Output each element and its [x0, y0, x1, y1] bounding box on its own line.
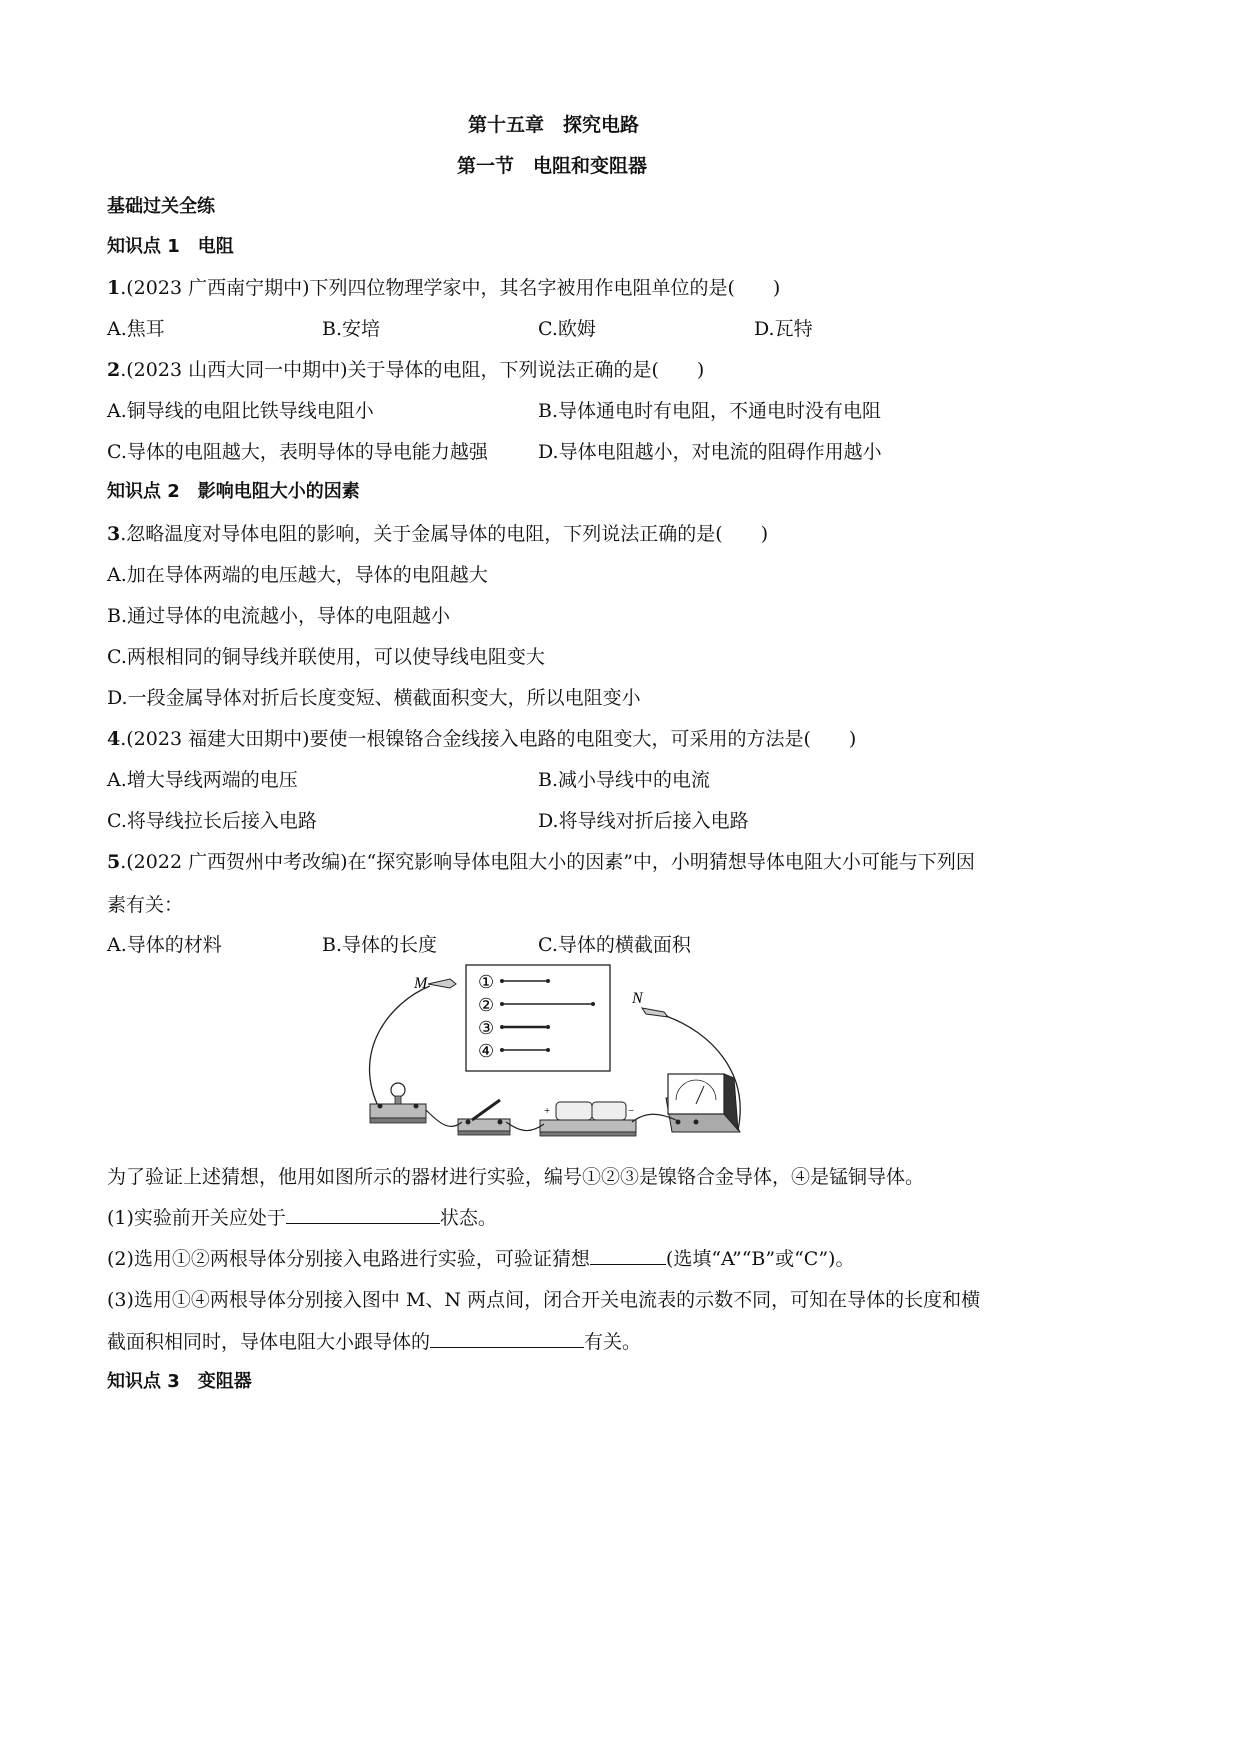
question-3-option-a: A.加在导体两端的电压越大，导体的电阻越大: [107, 564, 488, 586]
question-text: .(2023 福建大田期中)要使一根镍铬合金线接入电路的电阻变大，可采用的方法是( ): [120, 728, 857, 750]
question-3-option-c: C.两根相同的铜导线并联使用，可以使导线电阻变大: [107, 646, 545, 668]
question-number: 3: [107, 523, 121, 545]
question-5-stem: [107, 847, 975, 874]
question-1-option-c: C.欧姆: [538, 318, 596, 340]
sub-question-text: (2)选用①②两根导体分别接入电路进行实验，可验证猜想: [107, 1248, 590, 1270]
question-4-option-b: B.减小导线中的电流: [538, 769, 711, 791]
svg-text:−: −: [628, 1105, 635, 1117]
question-1-stem: [107, 273, 780, 300]
question-number: 5: [107, 851, 121, 873]
question-5-sub-1: [107, 1203, 497, 1230]
switch: [458, 1100, 510, 1135]
question-5-option-c: C.导体的横截面积: [538, 934, 691, 956]
question-4-option-c: C.将导线拉长后接入电路: [107, 810, 317, 832]
question-text: .忽略温度对导体电阻的影响，关于金属导体的电阻，下列说法正确的是( ): [120, 523, 769, 545]
question-4-option-d: D.将导线对折后接入电路: [538, 810, 749, 832]
question-2-option-d: D.导体电阻越小，对电流的阻碍作用越小: [538, 441, 882, 463]
question-number: 4: [107, 728, 121, 750]
chapter-title: 第十五章 探究电路: [468, 114, 640, 136]
knowledge-point-2: 知识点 2 影响电阻大小的因素: [107, 481, 360, 502]
sub-question-text: (选填“A”“B”或“C”)。: [665, 1248, 855, 1270]
question-5-option-b: B.导体的长度: [322, 934, 438, 956]
bulb: [370, 1083, 426, 1123]
sub-question-text: 有关。: [584, 1331, 642, 1353]
conductor-label-4: ④: [478, 1041, 495, 1061]
question-text: .(2023 山西大同一中期中)关于导体的电阻，下列说法正确的是( ): [120, 359, 705, 381]
section-title: 第一节 电阻和变阻器: [457, 155, 648, 177]
sub-question-text: 截面积相同时，导体电阻大小跟导体的: [107, 1331, 431, 1353]
knowledge-point-3: 知识点 3 变阻器: [107, 1371, 252, 1392]
label-m: M: [414, 975, 428, 992]
battery: [540, 1102, 636, 1136]
question-3-stem: [107, 519, 768, 546]
clip-n: [642, 1008, 668, 1017]
answer-blank-3[interactable]: [430, 1329, 584, 1348]
sub-question-text: 状态。: [439, 1207, 497, 1229]
conductor-label-1: ①: [478, 972, 495, 992]
exercise-set-heading: 基础过关全练: [107, 196, 215, 217]
question-5-stem-continued: 素有关：: [107, 894, 184, 916]
question-number: 1: [107, 277, 121, 299]
question-5-option-a: A.导体的材料: [107, 934, 222, 956]
question-1-option-a: A.焦耳: [107, 318, 165, 340]
question-text: .(2022 广西贺州中考改编)在“探究影响导体电阻大小的因素”中，小明猜想导体电阻大小可能与下列因: [120, 851, 975, 873]
question-5-sub-2: [107, 1244, 854, 1271]
question-5-description: 为了验证上述猜想，他用如图所示的器材进行实验，编号①②③是镍铬合金导体，④是锰铜导体。: [107, 1166, 925, 1188]
question-2-option-a: A.铜导线的电阻比铁导线电阻小: [107, 400, 374, 422]
question-4-option-a: A.增大导线两端的电压: [107, 769, 298, 791]
svg-text:+: +: [544, 1105, 551, 1117]
label-n: N: [632, 990, 643, 1007]
question-2-option-b: B.导体通电时有电阻，不通电时没有电阻: [538, 400, 882, 422]
question-5-sub-3-continued: [107, 1327, 641, 1354]
clip-m: [428, 979, 456, 988]
answer-blank-1[interactable]: [286, 1205, 440, 1224]
conductor-label-2: ②: [478, 995, 495, 1015]
question-2-option-c: C.导体的电阻越大，表明导体的导电能力越强: [107, 441, 488, 463]
question-1-option-b: B.安培: [322, 318, 381, 340]
sub-question-text: (1)实验前开关应处于: [107, 1207, 286, 1229]
ammeter: [666, 1074, 740, 1132]
question-text: .(2023 广西南宁期中)下列四位物理学家中，其名字被用作电阻单位的是( ): [120, 277, 781, 299]
circuit-figure: [350, 962, 770, 1142]
question-4-stem: [107, 724, 856, 751]
question-5-sub-3: (3)选用①④两根导体分别接入图中 M、N 两点间，闭合开关电流表的示数不同，可知在导体的长度和横: [107, 1289, 981, 1311]
knowledge-point-1: 知识点 1 电阻: [107, 236, 234, 257]
conductor-label-3: ③: [478, 1018, 495, 1038]
question-number: 2: [107, 359, 121, 381]
answer-blank-2[interactable]: [590, 1246, 666, 1265]
question-2-stem: [107, 355, 704, 382]
question-3-option-b: B.通过导体的电流越小，导体的电阻越小: [107, 605, 451, 627]
question-3-option-d: D.一段金属导体对折后长度变短、横截面积变大，所以电阻变小: [107, 687, 641, 709]
question-1-option-d: D.瓦特: [754, 318, 813, 340]
